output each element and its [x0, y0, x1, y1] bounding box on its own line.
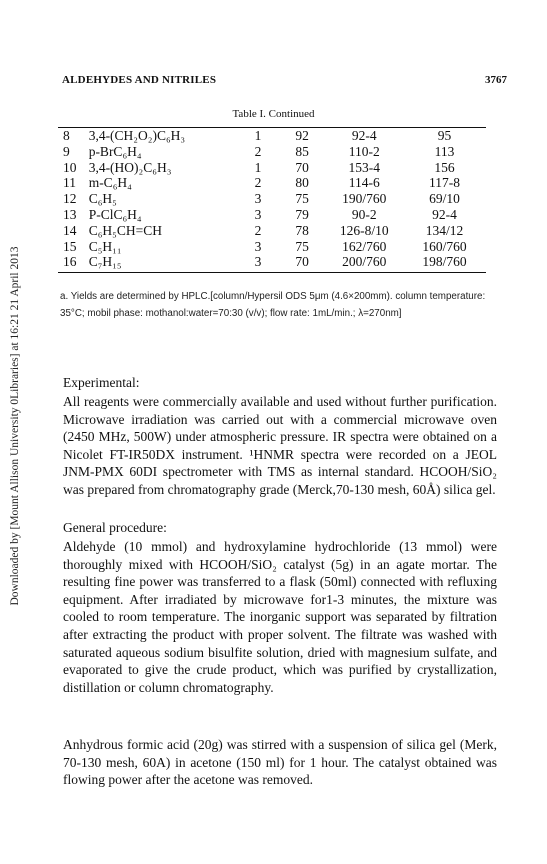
table-row	[58, 128, 486, 144]
cell-yield: 79	[295, 206, 309, 222]
table-bottom-rule	[58, 272, 486, 273]
cell-bp-found: 114-6	[348, 175, 380, 191]
table-row	[58, 254, 486, 270]
cell-bp-reported: 160/760	[422, 238, 467, 254]
cell-time: 2	[254, 175, 262, 191]
cell-bp-found: 126-8/10	[339, 222, 389, 238]
table-caption: Table I. Continued	[232, 108, 315, 120]
cell-entry-number: 13	[63, 206, 77, 222]
cell-time: 1	[254, 128, 262, 143]
catalyst-text: Anhydrous formic acid (20g) was stirred with a suspension of silica gel (Merk, 70-130 mesh, 60A) in acetone (150 ml) for 1 hour. The catalyst obtained was flowing power after the acetone was removed.	[63, 737, 497, 788]
cell-bp-found: 110-2	[348, 143, 380, 159]
cell-yield: 85	[295, 143, 309, 159]
results-table-body	[58, 128, 486, 270]
general-procedure-heading: General procedure:	[63, 520, 167, 535]
cell-yield: 75	[295, 238, 309, 254]
cell-time: 3	[254, 191, 262, 207]
general-procedure-text: Aldehyde (10 mmol) and hydroxylamine hydrochloride (13 mmol) were thoroughly mixed with HCOOH/SiO₂ catalyst (5g) in an agate mortar. The resulting fine power was transferred to a flask (50ml) connected with refluxing equipment. After irradiated by microwave for1-3 minutes, the mixture was cooled to room temperature. The inorganic support was separated by filtration after extracting the product with proper solvent. The filtrate was washed with saturated aqueous sodium bisulfite solution, dried with magnesium sulfate, and evaporated to give the crude product, which was purified by crystallization, distillation or column chromatography.	[63, 539, 497, 695]
cell-substituent: P-ClC₆H₄	[88, 206, 142, 222]
table-row	[58, 191, 486, 207]
cell-entry-number: 16	[63, 254, 77, 270]
general-procedure-paragraph	[63, 538, 497, 696]
cell-bp-found: 162/760	[342, 238, 387, 254]
cell-bp-reported: 198/760	[422, 254, 467, 270]
cell-entry-number: 14	[63, 222, 77, 238]
table-row	[58, 223, 486, 239]
cell-yield: 80	[295, 175, 309, 191]
results-table	[58, 127, 486, 273]
experimental-paragraph	[63, 393, 497, 499]
cell-substituent: 3,4-(CH₂O₂)C₆H₃	[88, 128, 186, 143]
cell-yield: 70	[295, 254, 309, 270]
table-footnote: a. Yields are determined by HPLC.[column/Hypersil ODS 5μm (4.6×200mm). column temperature: 35°C; mobil phase: mothanol:water=70:30 (v/v); flow rate: 1mL/min.; λ=270nm]	[60, 291, 486, 319]
experimental-text: All reagents were commercially available and used without further purification. Microwave irradiation was carried out with a commercial microwave oven (2450 MHz, 500W) under atmospheric pressure. IR spectra were obtained on a Nicolet FT-IR50DX instrument. ¹HNMR spectra were recorded on a JEOL JNM-PMX 60DI spectrometer with TMS as internal standard. HCOOH/SiO₂ was prepared from chromatography grade (Merck,70-130 mesh, 60Å) silica gel.	[63, 394, 497, 497]
cell-substituent: 3,4-(HO)₂C₆H₃	[88, 159, 172, 175]
cell-bp-reported: 92-4	[432, 206, 457, 222]
cell-substituent: C₇H₁₅	[88, 254, 122, 270]
experimental-heading: Experimental:	[63, 375, 140, 390]
cell-entry-number: 8	[63, 128, 70, 143]
catalyst-paragraph	[63, 736, 497, 789]
cell-substituent: m-C₆H₄	[88, 175, 132, 191]
cell-time: 3	[254, 254, 262, 270]
cell-bp-reported: 134/12	[425, 222, 464, 238]
download-watermark: Downloaded by [Mount Allison University 0Libraries] at 16:21 21 April 2013	[9, 246, 21, 606]
cell-yield: 78	[295, 222, 309, 238]
cell-bp-found: 200/760	[342, 254, 387, 270]
cell-time: 1	[254, 159, 262, 175]
cell-substituent: C₅H₁₁	[88, 238, 122, 254]
cell-yield: 92	[295, 128, 309, 143]
cell-entry-number: 15	[63, 238, 77, 254]
table-row	[58, 239, 486, 255]
cell-yield: 70	[295, 159, 309, 175]
cell-yield: 75	[295, 191, 309, 207]
page-number: 3767	[485, 74, 507, 86]
cell-bp-reported: 95	[437, 128, 452, 143]
table-row	[58, 175, 486, 191]
cell-time: 2	[254, 143, 262, 159]
cell-bp-reported: 113	[434, 143, 455, 159]
table-row	[58, 160, 486, 176]
table-row	[58, 207, 486, 223]
cell-entry-number: 11	[63, 175, 76, 191]
cell-substituent: p-BrC₆H₄	[88, 143, 142, 159]
cell-bp-reported: 117-8	[428, 175, 460, 191]
cell-time: 3	[254, 206, 262, 222]
cell-time: 2	[254, 222, 262, 238]
cell-bp-found: 92-4	[351, 128, 377, 143]
cell-bp-reported: 156	[434, 159, 455, 175]
cell-bp-reported: 69/10	[429, 191, 460, 207]
cell-substituent: C₆H₅	[88, 191, 117, 207]
cell-entry-number: 9	[63, 143, 70, 159]
cell-bp-found: 153-4	[348, 159, 381, 175]
table-row	[58, 144, 486, 160]
cell-bp-found: 190/760	[342, 191, 387, 207]
cell-substituent: C₆H₅CH=CH	[88, 222, 162, 238]
running-title: ALDEHYDES AND NITRILES	[62, 74, 217, 86]
cell-bp-found: 90-2	[351, 206, 377, 222]
cell-time: 3	[254, 238, 262, 254]
cell-entry-number: 10	[63, 159, 77, 175]
cell-entry-number: 12	[63, 191, 77, 207]
